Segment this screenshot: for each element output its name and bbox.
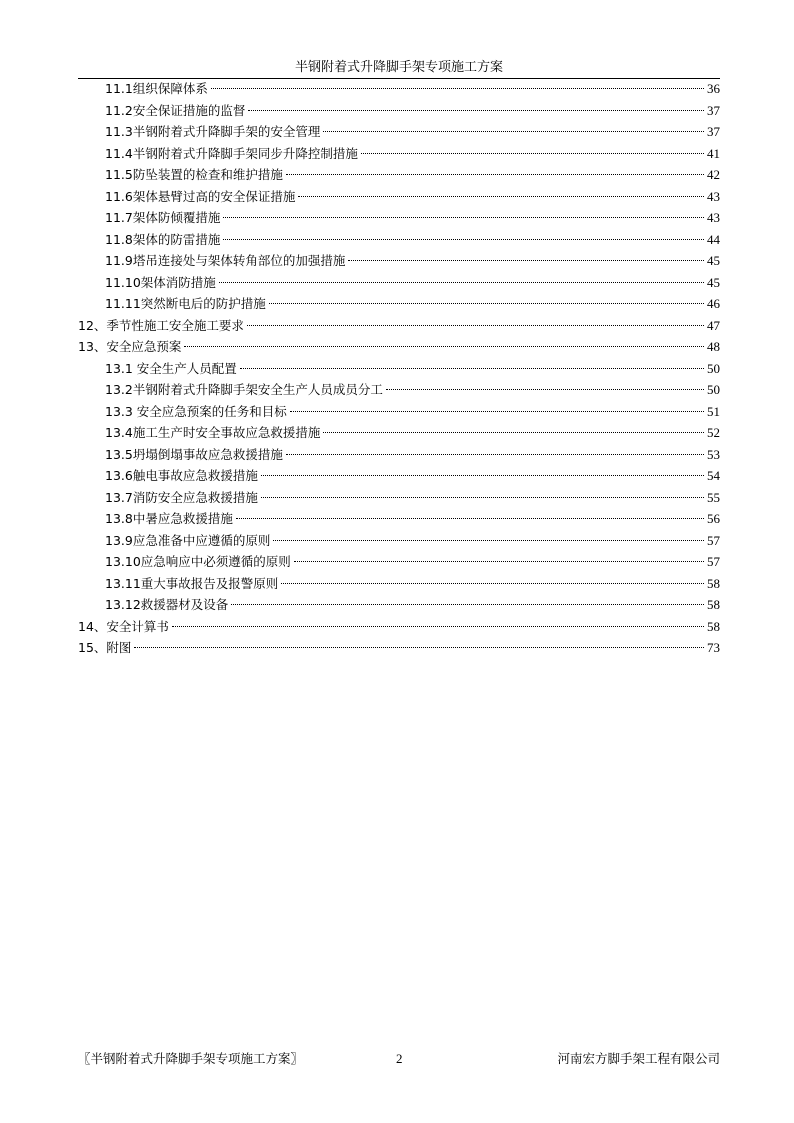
toc-entry-title: 12、季节性施工安全施工要求: [78, 317, 244, 333]
toc-entry[interactable]: [78, 551, 720, 573]
toc-dot-leader: [286, 174, 704, 175]
toc-entry-title: 15、附图: [78, 640, 132, 655]
toc-dot-leader: [361, 153, 704, 154]
toc-entry[interactable]: [78, 164, 720, 186]
toc-entry-page: 37: [707, 102, 720, 118]
toc-entry[interactable]: [78, 573, 720, 595]
toc-dot-leader: [261, 497, 704, 498]
toc-entry-title: 13.3 安全应急预案的任务和目标: [105, 403, 287, 419]
toc-dot-leader: [269, 303, 704, 304]
table-of-contents: [78, 78, 720, 659]
toc-dot-leader: [348, 260, 704, 261]
toc-dot-leader: [294, 561, 704, 562]
toc-entry[interactable]: [78, 465, 720, 487]
toc-dot-leader: [248, 110, 704, 111]
toc-dot-leader: [231, 604, 704, 605]
toc-dot-leader: [323, 432, 704, 433]
toc-dot-leader: [261, 475, 704, 476]
toc-dot-leader: [281, 583, 704, 584]
toc-entry-title: 13.6触电事故应急救援措施: [105, 468, 258, 483]
toc-entry[interactable]: [78, 229, 720, 251]
toc-entry[interactable]: [78, 530, 720, 552]
toc-entry-page: 52: [707, 425, 720, 440]
toc-entry-page: 50: [707, 382, 720, 397]
toc-dot-leader: [236, 518, 704, 519]
toc-entry[interactable]: [78, 594, 720, 616]
toc-entry[interactable]: [78, 293, 720, 315]
toc-entry-title: 11.8架体的防雷措施: [105, 231, 221, 247]
toc-entry[interactable]: [78, 100, 720, 122]
toc-entry[interactable]: [78, 379, 720, 401]
page-footer: [78, 1050, 720, 1068]
toc-entry-title: 11.2安全保证措施的监督: [105, 102, 246, 118]
toc-entry[interactable]: [78, 487, 720, 509]
toc-entry-title: 11.5防坠装置的检查和维护措施: [105, 167, 283, 182]
toc-dot-leader: [290, 411, 704, 412]
toc-entry-page: 58: [707, 618, 720, 634]
toc-entry-title: 11.4半钢附着式升降脚手架同步升降控制措施: [105, 145, 358, 161]
toc-entry-title: 13.12救援器材及设备: [105, 597, 229, 612]
toc-dot-leader: [184, 346, 704, 347]
toc-entry-page: 46: [707, 296, 720, 311]
toc-entry-title: 13.8中暑应急救援措施: [105, 511, 233, 526]
toc-entry-page: 42: [707, 167, 720, 182]
toc-entry-title: 13.11重大事故报告及报警原则: [105, 575, 279, 591]
toc-entry-page: 44: [707, 231, 720, 247]
toc-entry[interactable]: [78, 422, 720, 444]
toc-entry-page: 50: [707, 360, 720, 376]
toc-entry-title: 11.3半钢附着式升降脚手架的安全管理: [105, 124, 321, 139]
toc-entry[interactable]: [78, 143, 720, 165]
toc-entry[interactable]: [78, 186, 720, 208]
toc-entry-page: 56: [707, 511, 720, 526]
toc-dot-leader: [298, 196, 704, 197]
toc-entry-page: 41: [707, 145, 720, 161]
toc-entry-page: 43: [707, 210, 720, 225]
toc-entry-page: 73: [707, 640, 720, 655]
toc-dot-leader: [223, 239, 704, 240]
toc-entry-page: 57: [707, 532, 720, 548]
toc-entry-title: 13、安全应急预案: [78, 339, 182, 354]
page-header: [78, 58, 720, 79]
toc-entry[interactable]: [78, 444, 720, 466]
footer-page-number: 2: [396, 1051, 403, 1066]
toc-entry-title: 11.9塔吊连接处与架体转角部位的加强措施: [105, 253, 346, 268]
toc-entry-page: 51: [707, 403, 720, 419]
toc-dot-leader: [134, 647, 704, 648]
toc-entry-page: 53: [707, 446, 720, 462]
toc-dot-leader: [219, 282, 704, 283]
toc-entry-title: 14、安全计算书: [78, 618, 169, 634]
toc-entry-title: 11.7架体防倾覆措施: [105, 210, 221, 225]
toc-entry-page: 43: [707, 188, 720, 204]
toc-entry[interactable]: [78, 207, 720, 229]
toc-dot-leader: [247, 325, 704, 326]
toc-entry-page: 47: [707, 317, 720, 333]
toc-entry[interactable]: [78, 401, 720, 423]
toc-entry-page: 58: [707, 597, 720, 612]
toc-entry-page: 48: [707, 339, 720, 354]
toc-entry-title: 11.10架体消防措施: [105, 274, 216, 290]
toc-entry[interactable]: [78, 315, 720, 337]
toc-entry-title: 13.4施工生产时安全事故应急救援措施: [105, 425, 321, 440]
toc-entry-title: 13.5坍塌倒塌事故应急救援措施: [105, 446, 283, 462]
toc-entry[interactable]: [78, 272, 720, 294]
toc-dot-leader: [286, 454, 704, 455]
toc-entry[interactable]: [78, 121, 720, 143]
toc-entry[interactable]: [78, 336, 720, 358]
toc-entry-page: 36: [707, 81, 720, 96]
toc-entry-page: 37: [707, 124, 720, 139]
toc-entry-title: 13.10应急响应中必须遵循的原则: [105, 554, 291, 569]
toc-dot-leader: [323, 131, 704, 132]
toc-entry[interactable]: [78, 78, 720, 100]
toc-entry-page: 55: [707, 489, 720, 505]
toc-entry-title: 13.9应急准备中应遵循的原则: [105, 532, 271, 548]
toc-dot-leader: [273, 540, 704, 541]
toc-entry-title: 13.7消防安全应急救援措施: [105, 489, 258, 505]
toc-entry[interactable]: [78, 637, 720, 659]
toc-entry-page: 57: [707, 554, 720, 569]
footer-document-title: 〖半钢附着式升降脚手架专项施工方案〗: [78, 1051, 304, 1066]
toc-dot-leader: [172, 626, 704, 627]
toc-entry-title: 13.2半钢附着式升降脚手架安全生产人员成员分工: [105, 382, 383, 397]
toc-entry[interactable]: [78, 616, 720, 638]
toc-entry-page: 45: [707, 253, 720, 268]
toc-entry[interactable]: [78, 358, 720, 380]
footer-company-name: 河南宏方脚手架工程有限公司: [557, 1051, 720, 1066]
toc-dot-leader: [240, 368, 704, 369]
toc-entry-title: 11.1组织保障体系: [105, 81, 208, 96]
toc-entry[interactable]: [78, 250, 720, 272]
toc-dot-leader: [223, 217, 704, 218]
toc-entry-page: 58: [707, 575, 720, 591]
toc-entry[interactable]: [78, 508, 720, 530]
toc-entry-page: 54: [707, 468, 720, 483]
toc-entry-page: 45: [707, 274, 720, 290]
header-title: 半钢附着式升降脚手架专项施工方案: [294, 60, 503, 75]
toc-entry-title: 13.1 安全生产人员配置: [105, 360, 237, 376]
toc-dot-leader: [386, 389, 704, 390]
toc-entry-title: 11.11突然断电后的防护措施: [105, 296, 266, 311]
toc-dot-leader: [211, 88, 704, 89]
toc-entry-title: 11.6架体悬臂过高的安全保证措施: [105, 188, 296, 204]
